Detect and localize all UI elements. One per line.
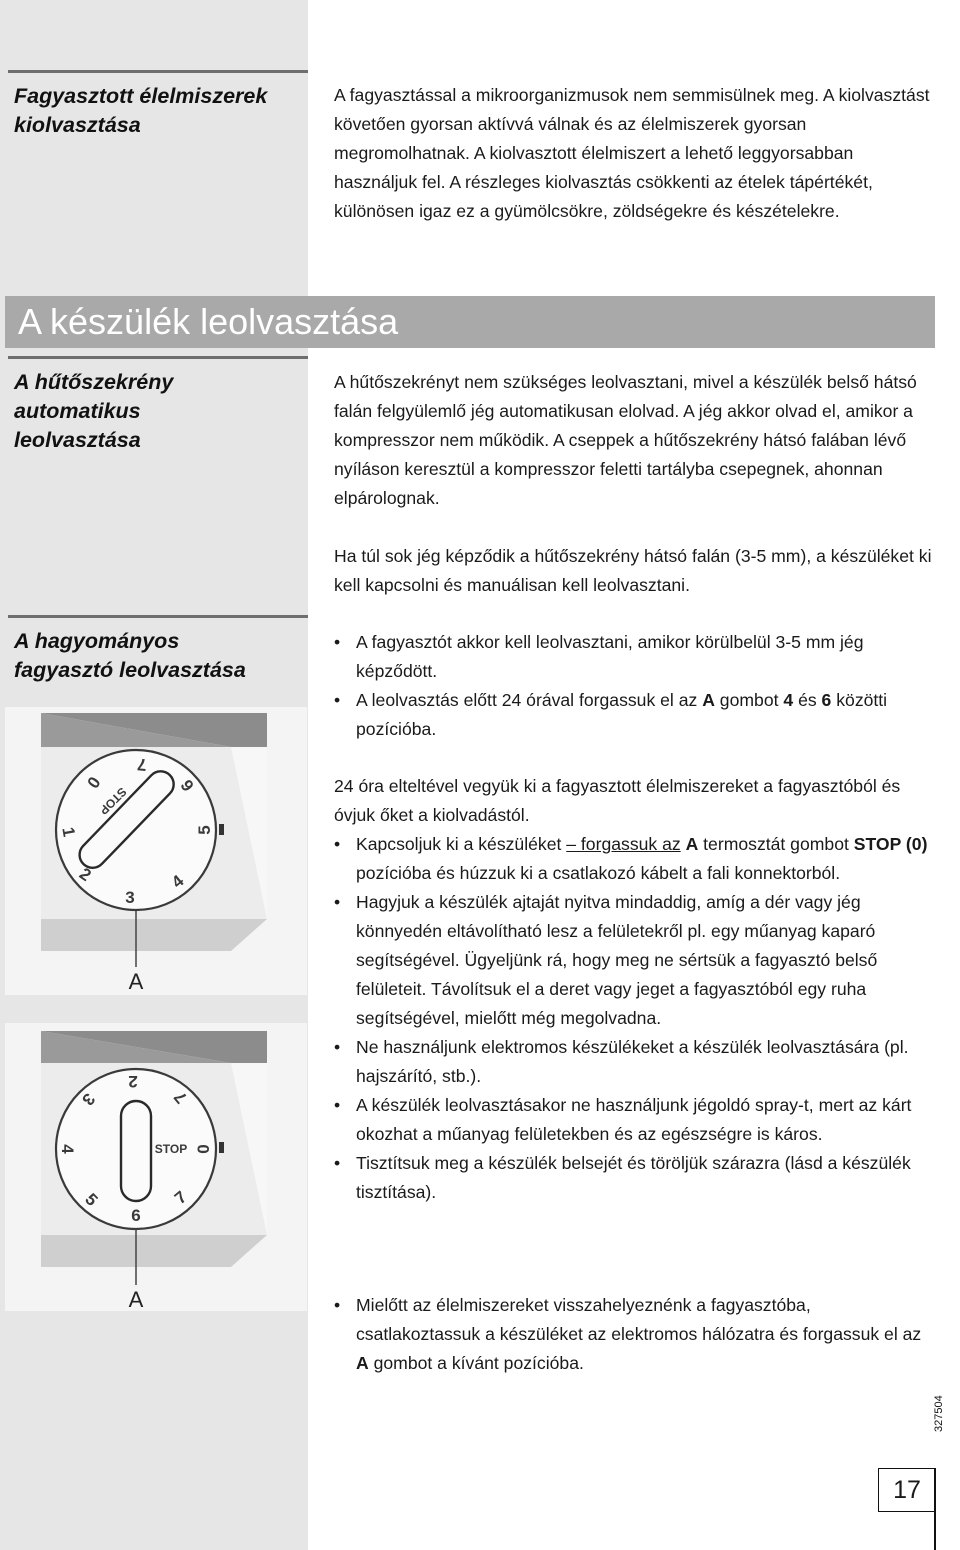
dial2-pointer-label: A — [128, 1287, 144, 1311]
dial2-number-0: 0 — [194, 1144, 213, 1154]
list-item: • Tisztítsuk meg a készülék belsejét és töröljük szárazra (lásd a készülék tisztítása). — [334, 1149, 934, 1207]
document-code: 327504 — [933, 1395, 945, 1432]
dial2-number-3: 3 — [78, 1089, 99, 1110]
freezer-instructions-b — [334, 772, 934, 1207]
dial1-number-4: 4 — [167, 871, 188, 892]
dial2-stop-label: STOP — [154, 1142, 188, 1156]
dial2-number-5: 5 — [81, 1189, 102, 1210]
divider-rule — [8, 356, 308, 359]
paragraph-fridge-auto-1: A hűtőszekrényt nem szükséges leolvasztani, mivel a készülék belső hátsó falán felgyülemlő jég automatikusan elolvad. A jég akkor olvad el, amikor a kompresszor nem működik. A cseppek a hűtőszekrény hátsó falában lévő nyíláson keresztül a kompresszor feletti tartályba csepegnek, ahonnan elpárolognak. — [334, 372, 917, 508]
paragraph-24h: 24 óra elteltével vegyük ki a fagyasztott élelmiszereket a fagyasztóból és óvjuk őket a kiolvadástól. — [334, 776, 901, 825]
paragraph-fridge-auto-2: Ha túl sok jég képződik a hűtőszekrény hátsó falán (3-5 mm), a készüléket ki kell kapcsolni és manuálisan kell leolvasztani. — [334, 546, 932, 595]
dial1-stop-label: STOP — [96, 784, 130, 818]
dial-figure-svg — [5, 1023, 307, 1311]
dial1-number-1: 1 — [58, 825, 79, 839]
section-heading-frozen-thaw: Fagyasztott élelmiszerek kiolvasztása — [14, 84, 268, 137]
dial1-number-3: 3 — [125, 888, 135, 907]
dial2-number-6: 6 — [131, 1206, 141, 1225]
section-heading-freezer-manual: A hagyományos fagyasztó leolvasztása — [14, 629, 246, 682]
list-item: • A leolvasztás előtt 24 órával forgassuk el az A gombot 4 és 6 közötti pozícióba. — [334, 686, 934, 744]
section-heading-fridge-auto: A hűtőszekrény automatikus leolvasztása — [14, 370, 174, 452]
list-item: • Hagyjuk a készülék ajtaját nyitva mindaddig, amíg a dér vagy jég könnyedén eltávolítható lesz a felületekről pl. egy műanyag kaparó segítségével. Ügyeljünk rá, hogy meg ne sértsük a fagyasztó belső felületeit. Távolítsuk el a deret vagy jeget a fagyasztóból egy ruha segítségével, mielőtt még megolvadna. — [334, 888, 934, 1033]
dial1-number-5: 5 — [195, 825, 214, 835]
freezer-instructions-a — [334, 628, 934, 744]
dial1-number-7: 7 — [136, 754, 148, 775]
dial2-number-7-upper: 7 — [170, 1087, 191, 1108]
paragraph-frozen-thaw: A fagyasztással a mikroorganizmusok nem semmisülnek meg. A kiolvasztást követően gyorsan aktívvá válnak és az élelmiszerek gyorsan megromolhatnak. A kiolvasztott élelmiszert a lehető leggyorsabban használjuk fel. A részleges kiolvasztás csökkenti az ételek tápértékét, különösen igaz ez a gyümölcsökre, zöldségekre és készételekre. — [334, 85, 930, 221]
list-item: • A készülék leolvasztásakor ne használjunk jégoldó spray-t, mert az kárt okozhat a műanyag felületekben és az egészségre is káros. — [334, 1091, 934, 1149]
section-title-bar — [5, 296, 935, 348]
thermostat-dial-illustration-2 — [5, 1023, 307, 1311]
freezer-instructions-c — [334, 1291, 934, 1378]
list-item: • Kapcsoljuk ki a készüléket – forgassuk az A termosztát gombot STOP (0) pozícióba és húzzuk ki a csatlakozó kábelt a fali konnektorból. — [334, 830, 934, 888]
footer-vertical-line — [934, 1468, 936, 1550]
dial2-number-4: 4 — [58, 1144, 77, 1154]
dial1-pointer-label: A — [128, 969, 144, 994]
dial-figure-svg — [5, 707, 307, 995]
dial1-number-2: 2 — [75, 864, 95, 886]
list-item: • Ne használjunk elektromos készülékeket a készülék leolvasztására (pl. hajszárító, stb.). — [334, 1033, 934, 1091]
dial1-number-0: 0 — [82, 772, 104, 792]
page-number: 17 — [878, 1468, 936, 1512]
section-title: A készülék leolvasztása — [18, 301, 399, 342]
divider-rule — [8, 615, 308, 618]
dial1-number-6: 6 — [177, 775, 199, 795]
list-item: • Mielőtt az élelmiszereket visszahelyeznénk a fagyasztóba, csatlakoztassuk a készüléket az elektromos hálózatra és forgassuk el az A gombot a kívánt pozícióba. — [334, 1291, 934, 1378]
list-item: • A fagyasztót akkor kell leolvasztani, amikor körülbelül 3-5 mm jég képződött. — [334, 628, 934, 686]
dial2-number-7-lower: 7 — [170, 1187, 191, 1208]
dial2-number-2: 2 — [128, 1072, 138, 1091]
divider-rule — [8, 70, 308, 73]
thermostat-dial-illustration-1 — [5, 707, 307, 995]
